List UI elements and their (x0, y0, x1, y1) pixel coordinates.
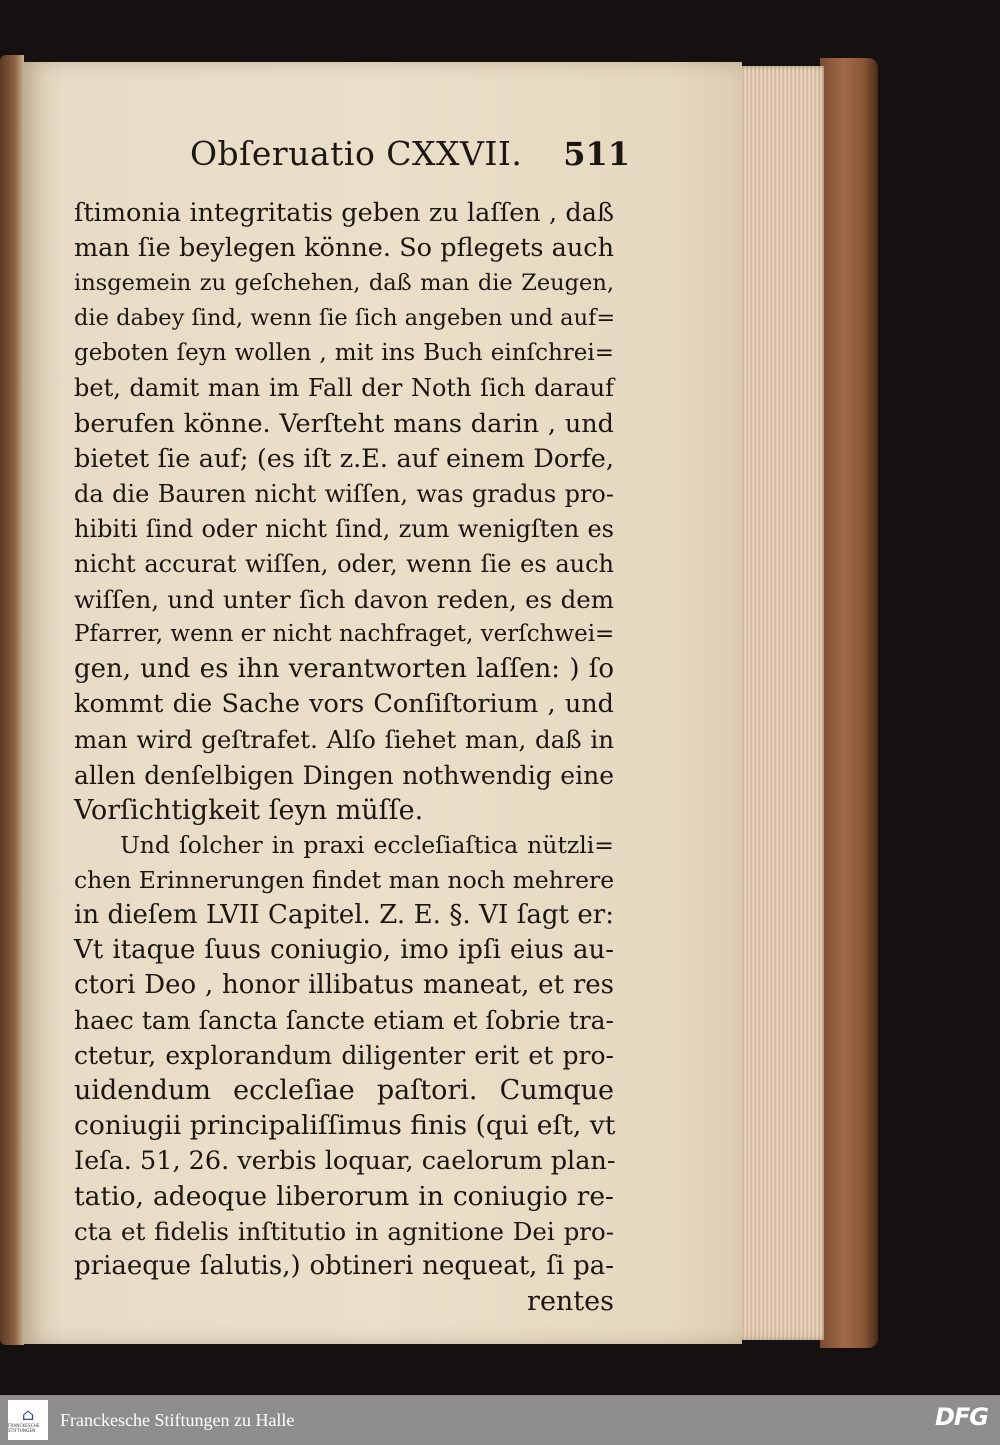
orphanage-icon: ⌂ (21, 1405, 35, 1424)
dfg-logo[interactable]: DFG (934, 1403, 988, 1431)
text-line: haec tam ſancta ſancte etiam et ſobrie tra- (74, 1006, 614, 1036)
page-number: 511 (563, 135, 630, 173)
text-line: uidendum eccleſiae paſtori. Cumque (74, 1075, 614, 1107)
text-line: ctori Deo , honor illibatus maneat, et res (74, 970, 614, 1001)
text-line: gen, und es ihn verantworten laſſen: ) ſo (74, 654, 614, 685)
text-line: chen Erinnerungen findet man noch mehrere (74, 865, 615, 894)
text-line: Pfarrer, wenn er nicht nachfraget, verſchwei= (74, 621, 615, 648)
text-line: bietet ſie auf; (es iſt z.E. auf einem Dorfe, (74, 443, 614, 474)
text-line: Vorſichtigkeit ſeyn müſſe. (74, 794, 424, 826)
text-line: wiſſen, und unter ſich davon reden, es dem (74, 585, 614, 615)
body-text (74, 196, 614, 1319)
text-line: ſtimonia integritatis geben zu laſſen , daß (74, 198, 614, 228)
text-line: cta et fidelis inſtitutio in agnitione Dei pro- (74, 1216, 614, 1246)
text-line: da die Bauren nicht wiſſen, was gradus pro- (74, 479, 614, 508)
text-line: man ſie beylegen könne. So pflegets auch (74, 233, 614, 264)
text-line: berufen könne. Verſteht mans darin , und (74, 408, 614, 439)
running-title: Obſeruatio CXXVII. (190, 134, 523, 173)
institution-logo[interactable] (8, 1400, 48, 1440)
text-line: geboten ſeyn wollen , mit ins Buch einſchrei= (74, 340, 614, 367)
text-line: die dabey ſind, wenn ſie ſich angeben und auf= (74, 305, 616, 332)
institution-name[interactable]: Franckesche Stiftungen zu Halle (60, 1409, 295, 1430)
running-head (190, 134, 630, 184)
catchword: rentes (527, 1285, 614, 1317)
footer-bar (0, 1395, 1000, 1445)
text-line: allen denſelbigen Dingen nothwendig eine (74, 760, 614, 790)
text-line: Ieſa. 51, 26. verbis loquar, caelorum plan- (74, 1145, 616, 1176)
text-line: tatio, adeoque liberorum in coniugio re- (74, 1180, 614, 1212)
left-cover-edge (0, 55, 24, 1345)
text-line: Vt itaque ſuus coniugio, imo ipſi eius au- (74, 934, 614, 965)
text-line: man wird geſtrafet. Alſo ſiehet man, daß in (74, 725, 614, 755)
text-line: in dieſem LVII Capitel. Z. E. §. VI ſagt er: (74, 899, 614, 930)
text-line: Und ſolcher in praxi eccleſiaſtica nützli= (120, 830, 614, 859)
text-line: hibiti ſind oder nicht ſind, zum wenigſten es (74, 514, 614, 543)
text-line: bet, damit man im Fall der Noth ſich darauf (74, 374, 614, 403)
right-cover-edge (820, 58, 878, 1348)
text-line: coniugii principaliſſimus finis (qui eſt, vt (74, 1110, 616, 1142)
logo-text: FRANCKESCHE STIFTUNGEN (8, 1423, 40, 1433)
text-line: kommt die Sache vors Conſiſtorium , und (74, 689, 614, 720)
text-line: nicht accurat wiſſen, oder, wenn ſie es auch (74, 549, 614, 578)
text-line: ctetur, explorandum diligenter erit et pro- (74, 1041, 614, 1071)
text-line: insgemein zu geſchehen, daß man die Zeugen, (74, 270, 614, 297)
text-line: priaeque ſalutis,) obtineri nequeat, ſi pa- (74, 1250, 614, 1281)
page-edges (736, 66, 824, 1340)
